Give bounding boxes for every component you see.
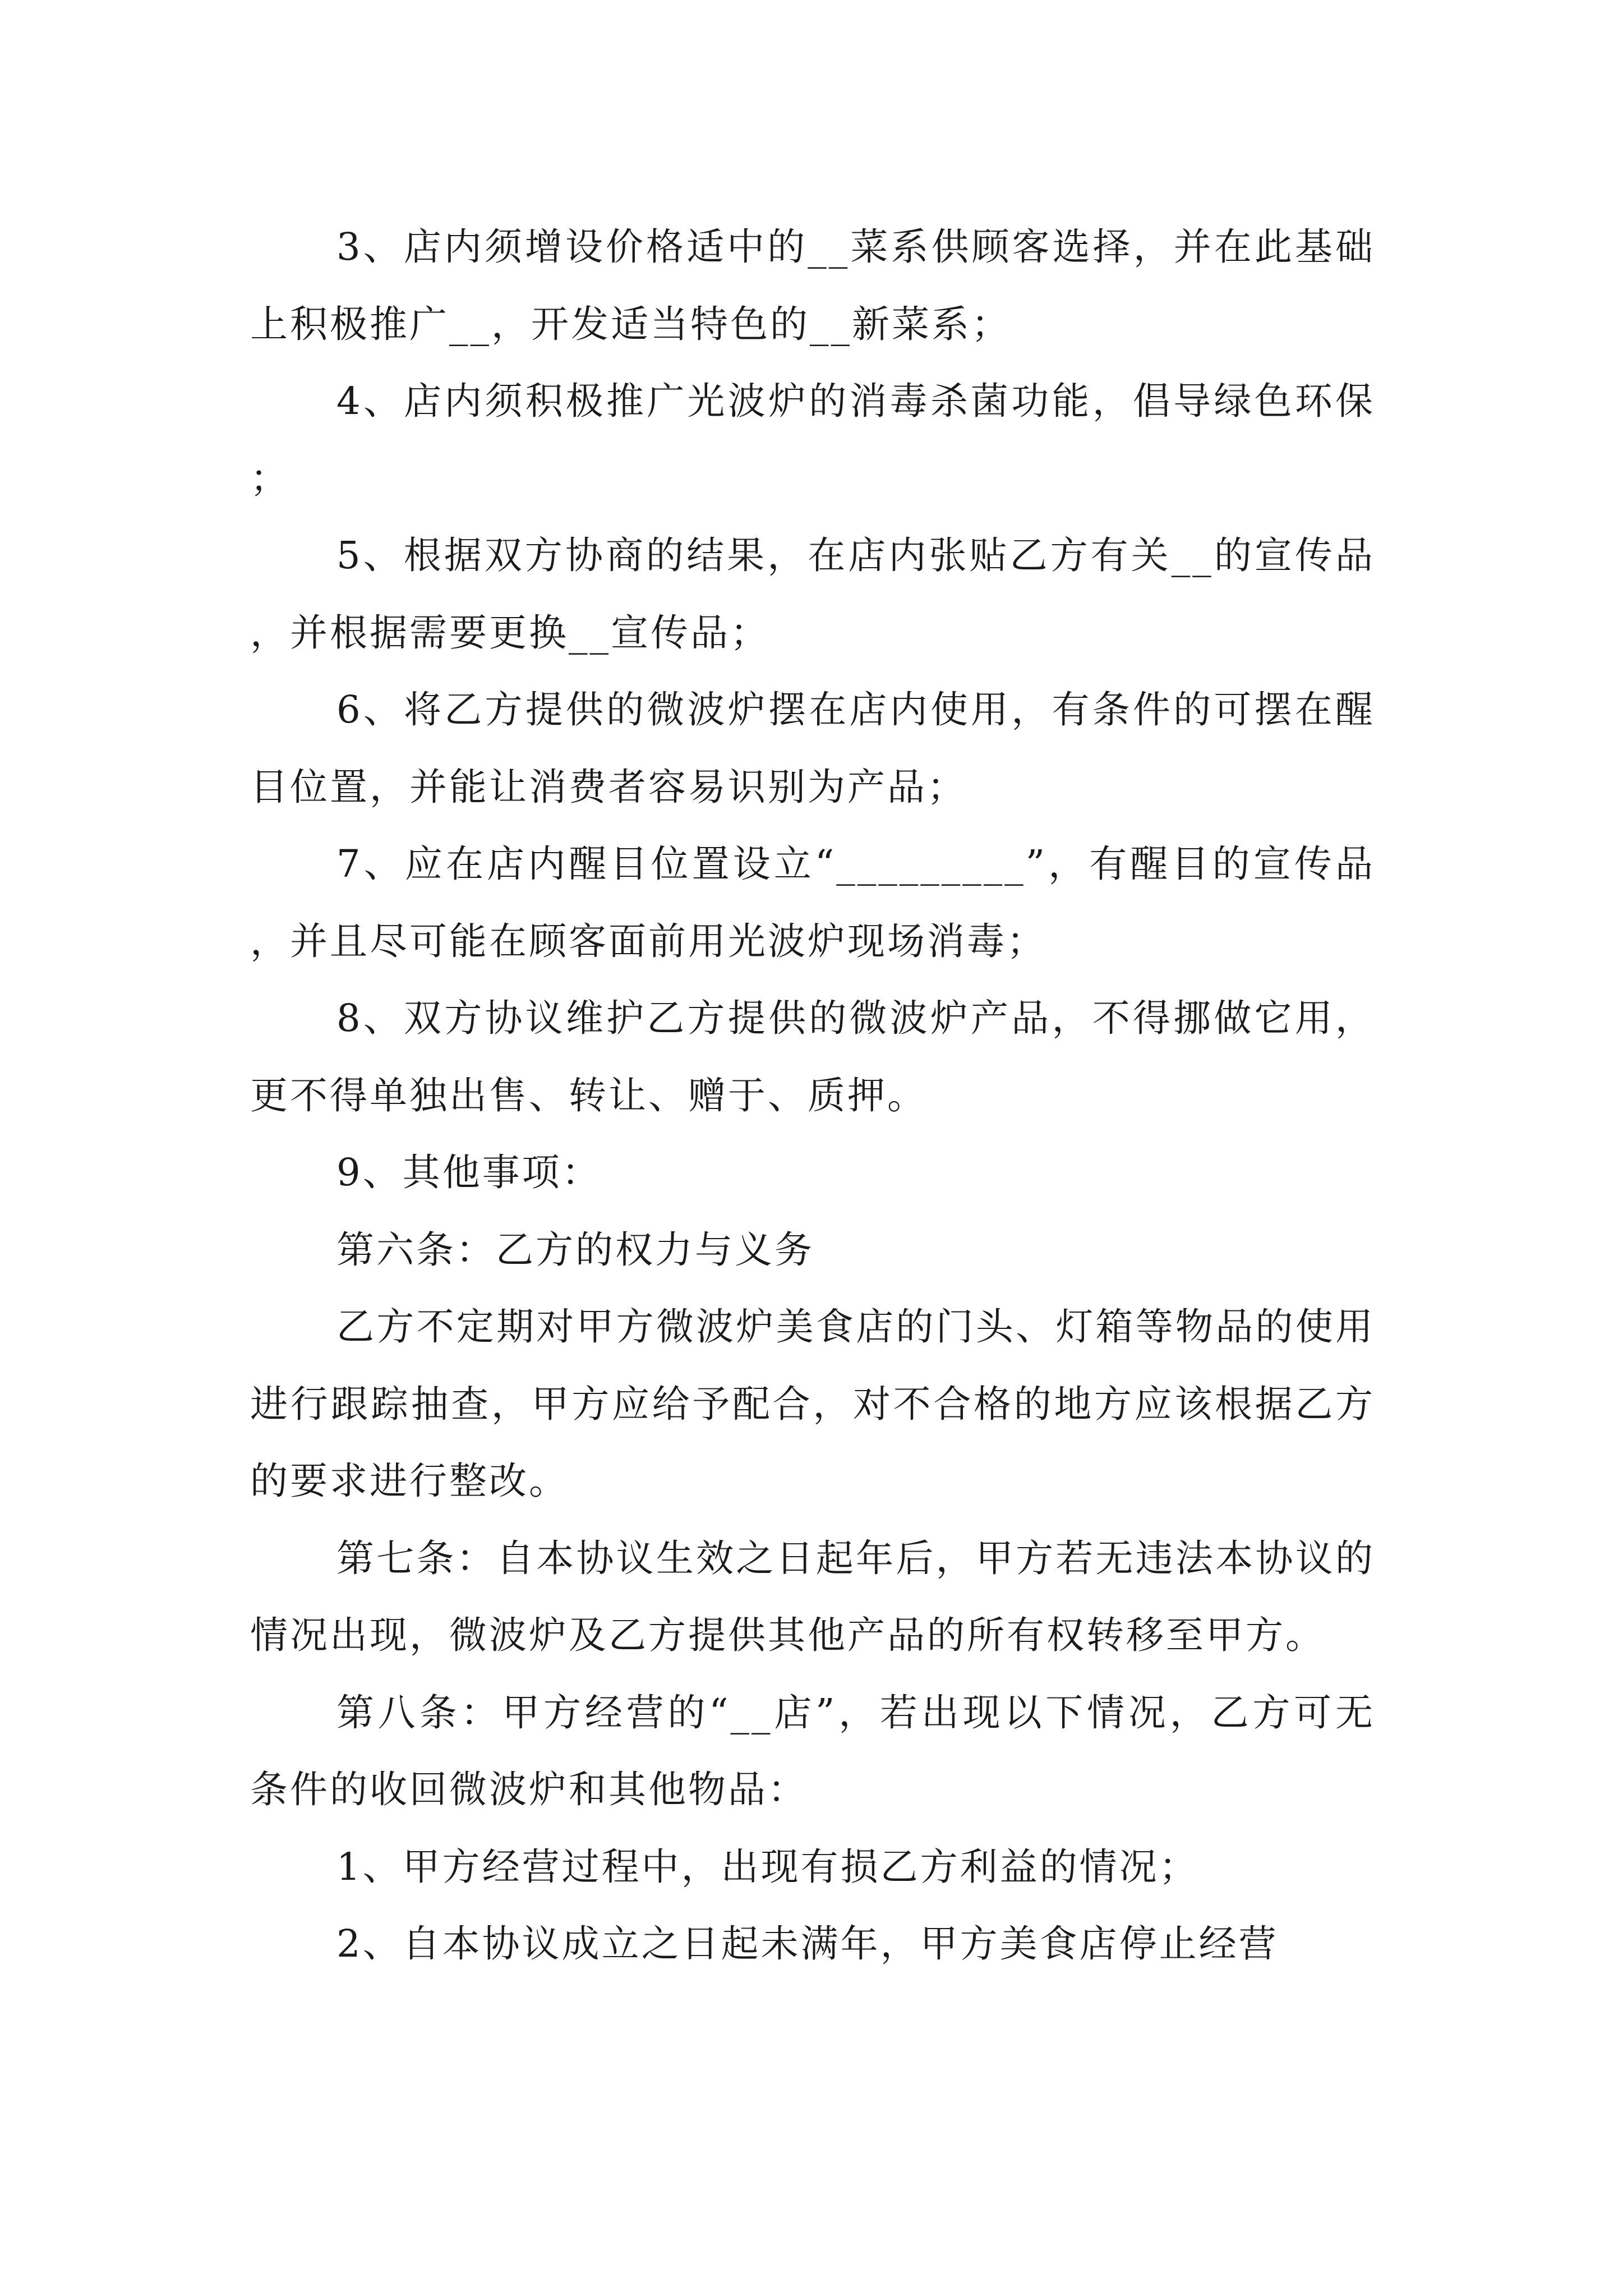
- clause-9: 9、其他事项：: [336, 1151, 602, 1194]
- clause-7: 7、应在店内醒目位置设立“_________”，有醒目的宣传品，并且尽可能在顾客面前用光波炉现场消毒；: [250, 842, 1375, 963]
- article-8-item-2: 2、自本协议成立之日起未满年，甲方美食店停止经营: [336, 1922, 1279, 1966]
- clause-8: 8、双方协议维护乙方提供的微波炉产品，不得挪做它用，更不得单独出售、转让、赠于、质押。: [250, 996, 1375, 1117]
- clause-4: 4、店内须积极推广光波炉的消毒杀菌功能，倡导绿色环保；: [250, 379, 1375, 500]
- article-6-body: 乙方不定期对甲方微波炉美食店的门头、灯箱等物品的使用进行跟踪抽查，甲方应给予配合，对不合格的地方应该根据乙方的要求进行整改。: [250, 1305, 1375, 1503]
- article-8-intro: 第八条：甲方经营的“__店”，若出现以下情况，乙方可无条件的收回微波炉和其他物品：: [250, 1690, 1375, 1811]
- article-8-item-1: 1、甲方经营过程中，出现有损乙方利益的情况；: [336, 1844, 1199, 1889]
- clause-6: 6、将乙方提供的微波炉摆在店内使用，有条件的可摆在醒目位置，并能让消费者容易识别为产品；: [250, 688, 1375, 809]
- clause-3: 3、店内须增设价格适中的__菜系供顾客选择，并在此基础上积极推广__，开发适当特色的__新菜系；: [250, 225, 1375, 346]
- clause-5: 5、根据双方协商的结果，在店内张贴乙方有关__的宣传品，并根据需要更换__宣传品；: [250, 533, 1375, 655]
- document-body: [250, 209, 1375, 1983]
- article-7: 第七条：自本协议生效之日起年后，甲方若无违法本协议的情况出现，微波炉及乙方提供其他产品的所有权转移至甲方。: [250, 1536, 1375, 1657]
- article-6-heading: 第六条：乙方的权力与义务: [336, 1227, 814, 1272]
